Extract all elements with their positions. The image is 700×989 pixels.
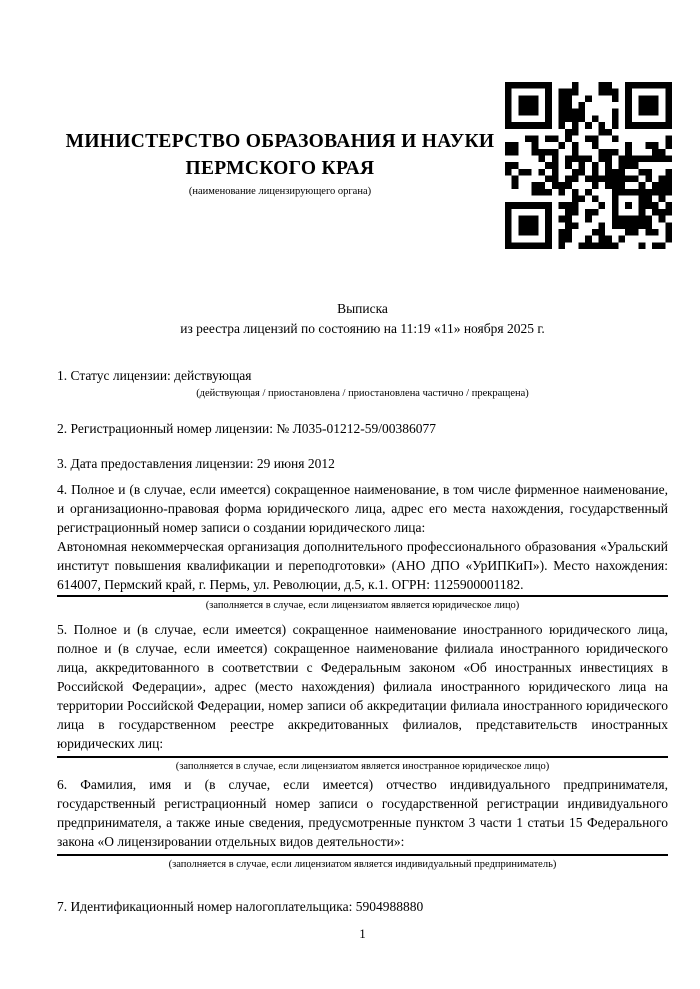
item-3-license-date bbox=[57, 454, 668, 473]
item-6-note: (заполняется в случае, если лицензиатом является индивидуальный предприниматель) bbox=[168, 859, 557, 870]
item-5-note: (заполняется в случае, если лицензиатом является иностранное юридическое лицо) bbox=[175, 761, 550, 772]
item-6-label: 6. Фамилия, имя и (в случае, если имеется) отчество индивидуального предпринимателя, государственный регистрационный номер записи о государственной регистрации индивидуального предпринимателя, а также иные сведения, предусмотренные пунктом 3 части 1 статьи 15 Федерального закона «О лицензировании отдельных видов деятельности»: bbox=[57, 777, 668, 849]
item-7-taxpayer-number bbox=[57, 897, 668, 916]
item-5-fill-line bbox=[57, 756, 668, 758]
item-4-note: (заполняется в случае, если лицензиатом является юридическое лицо) bbox=[205, 600, 520, 611]
ministry-name-line2: ПЕРМСКОГО КРАЯ bbox=[185, 158, 375, 179]
item-4-fill-line bbox=[57, 595, 668, 597]
item-7-text: 7. Идентификационный номер налогоплательщика: 5904988880 bbox=[57, 899, 424, 914]
qr-code-image bbox=[505, 82, 672, 249]
title-line2: из реестра лицензий по состоянию на 11:19 «11» ноября 2025 г. bbox=[180, 320, 545, 336]
document-title bbox=[57, 299, 668, 338]
ministry-header bbox=[57, 128, 503, 198]
item-4-label: 4. Полное и (в случае, если имеется) сокращенное наименование, в том числе фирменное наименование, и организационно-правовая форма юридического лица, адрес его места нахождения, государственный регистрационный номер записи о создании юридического лица: bbox=[57, 482, 668, 535]
item-2-text: 2. Регистрационный номер лицензии: № Л035-01212-59/00386077 bbox=[57, 421, 437, 436]
item-5-foreign-entity bbox=[57, 620, 668, 773]
title-line1: Выписка bbox=[337, 301, 388, 316]
licensing-authority-note: (наименование лицензирующего органа) bbox=[188, 186, 372, 197]
item-5-label: 5. Полное и (в случае, если имеется) сокращенное наименование иностранного юридического лица, полное и (в случае, если имеется) сокращенное наименование филиала иностранного юридического лица, аккредитованного в соответствии с Федеральным законом «Об иностранных инвестициях в Российской Федерации», адрес (место нахождения) филиала иностранного юридического лица на территории Российской Федерации, номер записи об аккредитации филиала иностранного юридического лица в государственном реестре аккредитованных филиалов, представительств иностранных юридических лиц: bbox=[57, 622, 668, 751]
item-3-text: 3. Дата предоставления лицензии: 29 июня 2012 bbox=[57, 456, 335, 471]
item-2-registration-number bbox=[57, 419, 668, 438]
item-4-legal-entity bbox=[57, 480, 668, 612]
item-6-individual-entrepreneur bbox=[57, 775, 668, 871]
item-1-license-status bbox=[57, 366, 668, 400]
page-number: 1 bbox=[359, 926, 366, 941]
item-1-note: (действующая / приостановлена / приостановлена частично / прекращена) bbox=[196, 388, 529, 399]
item-1-text: 1. Статус лицензии: действующая bbox=[57, 368, 252, 383]
qr-code bbox=[505, 82, 672, 249]
item-4-value: Автономная некоммерческая организация дополнительного профессионального образования «Уральский институт повышения квалификации и переподготовки» (АНО ДПО «УрИПКиП»). Место нахождения: 614007, Пермский край, г. Пермь, ул. Революции, д.5, к.1. ОГРН: 1125900001182. bbox=[57, 539, 668, 592]
ministry-name-line1: МИНИСТЕРСТВО ОБРАЗОВАНИЯ И НАУКИ bbox=[65, 131, 495, 152]
item-6-fill-line bbox=[57, 854, 668, 856]
